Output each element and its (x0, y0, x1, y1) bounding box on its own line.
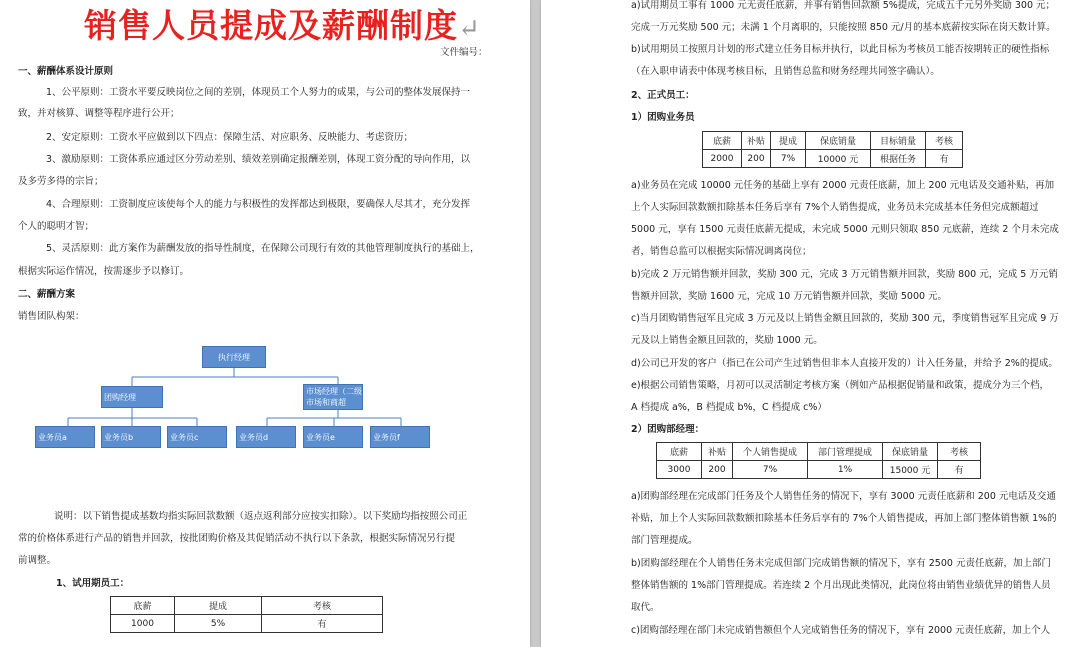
manager-paragraph-5: 整体销售额的 1%部门管理提成。若连续 2 个月出现此类情况，此岗位将由销售业绩优异的销售人员 (631, 580, 1051, 591)
table-header-cell: 提成 (771, 132, 806, 150)
paragraph-fairness-2: 致，并对核算、调整等程序进行公开； (18, 108, 180, 119)
paragraph-stability: 2、安定原则：工资水平应做到以下四点：保障生活、对应职务、反映能力、考虑资历； (46, 132, 414, 143)
manager-paragraph-6: 取代。 (631, 602, 660, 613)
table-cell: 7% (771, 150, 806, 168)
table-header-cell: 补贴 (702, 443, 733, 461)
manager-paragraph-4: b)团购部经理在个人销售任务未完成但部门完成销售额的情况下，享有 2500 元责任底薪，加上部门 (631, 558, 1051, 569)
table-cell: 有 (262, 615, 383, 633)
subheading-group-buy-sales: 1）团购业务员 (631, 112, 695, 123)
org-node-executive-manager: 执行经理 (202, 346, 266, 368)
section-heading-plan: 二、薪酬方案 (18, 289, 76, 300)
table-cell: 有 (938, 461, 981, 479)
manager-paragraph-2: 补贴，加上个人实际回款数额扣除基本任务后享有的 7%个人销售提成，再加上部门整体销售额 1%的 (631, 513, 1057, 524)
org-chart-connectors (0, 0, 530, 500)
org-node-salesperson-a: 业务员a (35, 426, 95, 448)
org-node-salesperson-e: 业务员e (303, 426, 363, 448)
right-page (541, 0, 1080, 647)
table-header-cell: 部门管理提成 (808, 443, 883, 461)
note-paragraph-2: 常的价格体系进行产品的销售并回款，按批团购价格及其促销活动不执行以下条款，根据实际情况另行提 (18, 533, 456, 544)
table-cell: 根据任务 (871, 150, 926, 168)
table-header-cell: 目标销量 (871, 132, 926, 150)
table-header-cell: 考核 (262, 597, 383, 615)
paragraph-incentive-1: 3、激励原则：工资体系应通过区分劳动差别、绩效差别确定报酬差别，体现工资分配的导向作用，以 (46, 154, 471, 165)
table-cell: 有 (926, 150, 963, 168)
paragraph-fairness-1: 1、公平原则：工资水平要反映岗位之间的差别，体现员工个人努力的成果，与公司的整体发展保持一 (46, 87, 471, 98)
section-heading-principles: 一、薪酬体系设计原则 (18, 66, 114, 77)
probation-paragraph-a1: a)试用期员工事有 1000 元无责任底薪，并事有销售回款额 5%提成，完成五千元另外奖励 300 元； (631, 0, 1056, 11)
group-buy-manager-salary-table (656, 442, 981, 479)
team-structure-label: 销售团队构架： (18, 311, 85, 322)
table-cell: 7% (733, 461, 808, 479)
doc-number-label: 文件编号： (440, 47, 488, 58)
table-header-cell: 底薪 (657, 443, 702, 461)
org-node-group-buy-manager: 团购经理 (101, 386, 163, 408)
table-header-cell: 底薪 (703, 132, 742, 150)
paragraph-flexible-1: 5、灵活原则：此方案作为薪酬发放的指导性制度，在保障公司现行有效的其他管理制度执行的基础上， (46, 243, 480, 254)
table-header-cell: 考核 (938, 443, 981, 461)
paragraph-mark-icon: ↵ (458, 14, 481, 44)
document-title: 销售人员提成及薪酬制度↵ (84, 6, 481, 45)
left-page (0, 0, 530, 647)
manager-paragraph-1: a)团购部经理在完成部门任务及个人销售任务的情况下，享有 3000 元责任底薪和 200 元电话及交通 (631, 491, 1056, 502)
note-paragraph-3: 前调整。 (18, 555, 57, 566)
manager-paragraph-7: c)团购部经理在部门未完成销售额但个人完成销售任务的情况下，享有 2000 元责任底薪，加上个人 (631, 625, 1051, 636)
table-cell: 10000 元 (806, 150, 871, 168)
table-header-cell: 个人销售提成 (733, 443, 808, 461)
table-cell: 2000 (703, 150, 742, 168)
probation-paragraph-a2: 完成一万元奖励 500 元；未满 1 个月离职的，只能按照 850 元/月的基本底薪按实际在岗天数计算。 (631, 22, 1056, 33)
table-cell: 1000 (111, 615, 175, 633)
table-header-cell: 保底销量 (806, 132, 871, 150)
table-cell: 200 (742, 150, 771, 168)
manager-paragraph-3: 部门管理提成。 (631, 535, 698, 546)
subheading-group-buy-manager: 2）团购部经理： (631, 424, 705, 435)
table-cell: 5% (175, 615, 262, 633)
table-header-cell: 提成 (175, 597, 262, 615)
paragraph-reasonable-2: 个人的聪明才智； (18, 221, 95, 232)
probation-paragraph-b1: b)试用期员工按照月计划的形式建立任务目标并执行，以此目标为考核员工能否按期转正的硬性指标 (631, 44, 1050, 55)
org-node-market-manager: 市场经理（二级市场和商超 (303, 384, 363, 410)
group-buy-paragraph-7: c)当月团购销售冠军且完成 3 万元及以上销售金额且回款的，奖励 300 元，季度销售冠军且完成 9 万 (631, 313, 1059, 324)
table-cell: 15000 元 (883, 461, 938, 479)
group-buy-paragraph-6: 售额并回款，奖励 1600 元，完成 10 万元销售额并回款，奖励 5000 元。 (631, 291, 948, 302)
subheading-probation: 1、试用期员工： (56, 578, 130, 589)
table-cell: 200 (702, 461, 733, 479)
org-node-salesperson-b: 业务员b (101, 426, 161, 448)
subheading-formal-staff: 2、正式员工： (631, 90, 695, 101)
table-header-cell: 保底销量 (883, 443, 938, 461)
group-buy-paragraph-11: A 档提成 a%，B 档提成 b%，C 档提成 c%） (631, 402, 827, 413)
group-buy-paragraph-5: b)完成 2 万元销售额并回款，奖励 300 元，完成 3 万元销售额并回款，奖励 800 元，完成 5 万元销 (631, 269, 1058, 280)
paragraph-reasonable-1: 4、合理原则：工资制度应该使每个人的能力与积极性的发挥都达到极限，要确保人尽其才，充分发挥 (46, 199, 471, 210)
org-node-salesperson-d: 业务员d (236, 426, 296, 448)
group-buy-paragraph-4: 者，销售总监可以根据实际情况调离岗位； (631, 246, 812, 257)
note-paragraph-1: 说明：以下销售提成基数均指实际回款数额（返点返利部分应按实扣除）。以下奖励均指按照公司正 (54, 511, 468, 522)
group-buy-paragraph-9: d)公司已开发的客户（指已在公司产生过销售但非本人直接开发的）计入任务量，并给予 2%的提成。 (631, 358, 1058, 369)
table-cell: 3000 (657, 461, 702, 479)
group-buy-sales-salary-table (702, 131, 963, 168)
probation-paragraph-b2: （在入职申请表中体现考核目标，且销售总监和财务经理共同签字确认）。 (631, 66, 940, 77)
paragraph-flexible-2: 根据实际运作情况，按需逐步予以修订。 (18, 266, 190, 277)
group-buy-paragraph-1: a)业务员在完成 10000 元任务的基础上享有 2000 元责任底薪，加上 200 元电话及交通补贴，再加 (631, 180, 1055, 191)
table-header-cell: 考核 (926, 132, 963, 150)
org-node-salesperson-f: 业务员f (370, 426, 430, 448)
table-header-cell: 补贴 (742, 132, 771, 150)
org-node-salesperson-c: 业务员c (167, 426, 227, 448)
group-buy-paragraph-8: 元及以上销售金额且回款的，奖励 1000 元。 (631, 335, 823, 346)
group-buy-paragraph-3: 5000 元，享有 1500 元责任底薪无提成，未完成 5000 元则只领取 850 元底薪，连续 2 个月未完成 (631, 224, 1059, 235)
table-header-cell: 底薪 (111, 597, 175, 615)
group-buy-paragraph-10: e)根据公司销售策略，月初可以灵活制定考核方案（例如产品根据促销量和政策，提成分为三个档， (631, 380, 1050, 391)
paragraph-incentive-2: 及多劳多得的宗旨； (18, 176, 104, 187)
group-buy-paragraph-2: 上个人实际回款数额扣除基本任务后享有 7%个人销售提成，业务员未完成基本任务但完成额超过 (631, 202, 1039, 213)
probation-salary-table (110, 596, 383, 633)
table-cell: 1% (808, 461, 883, 479)
